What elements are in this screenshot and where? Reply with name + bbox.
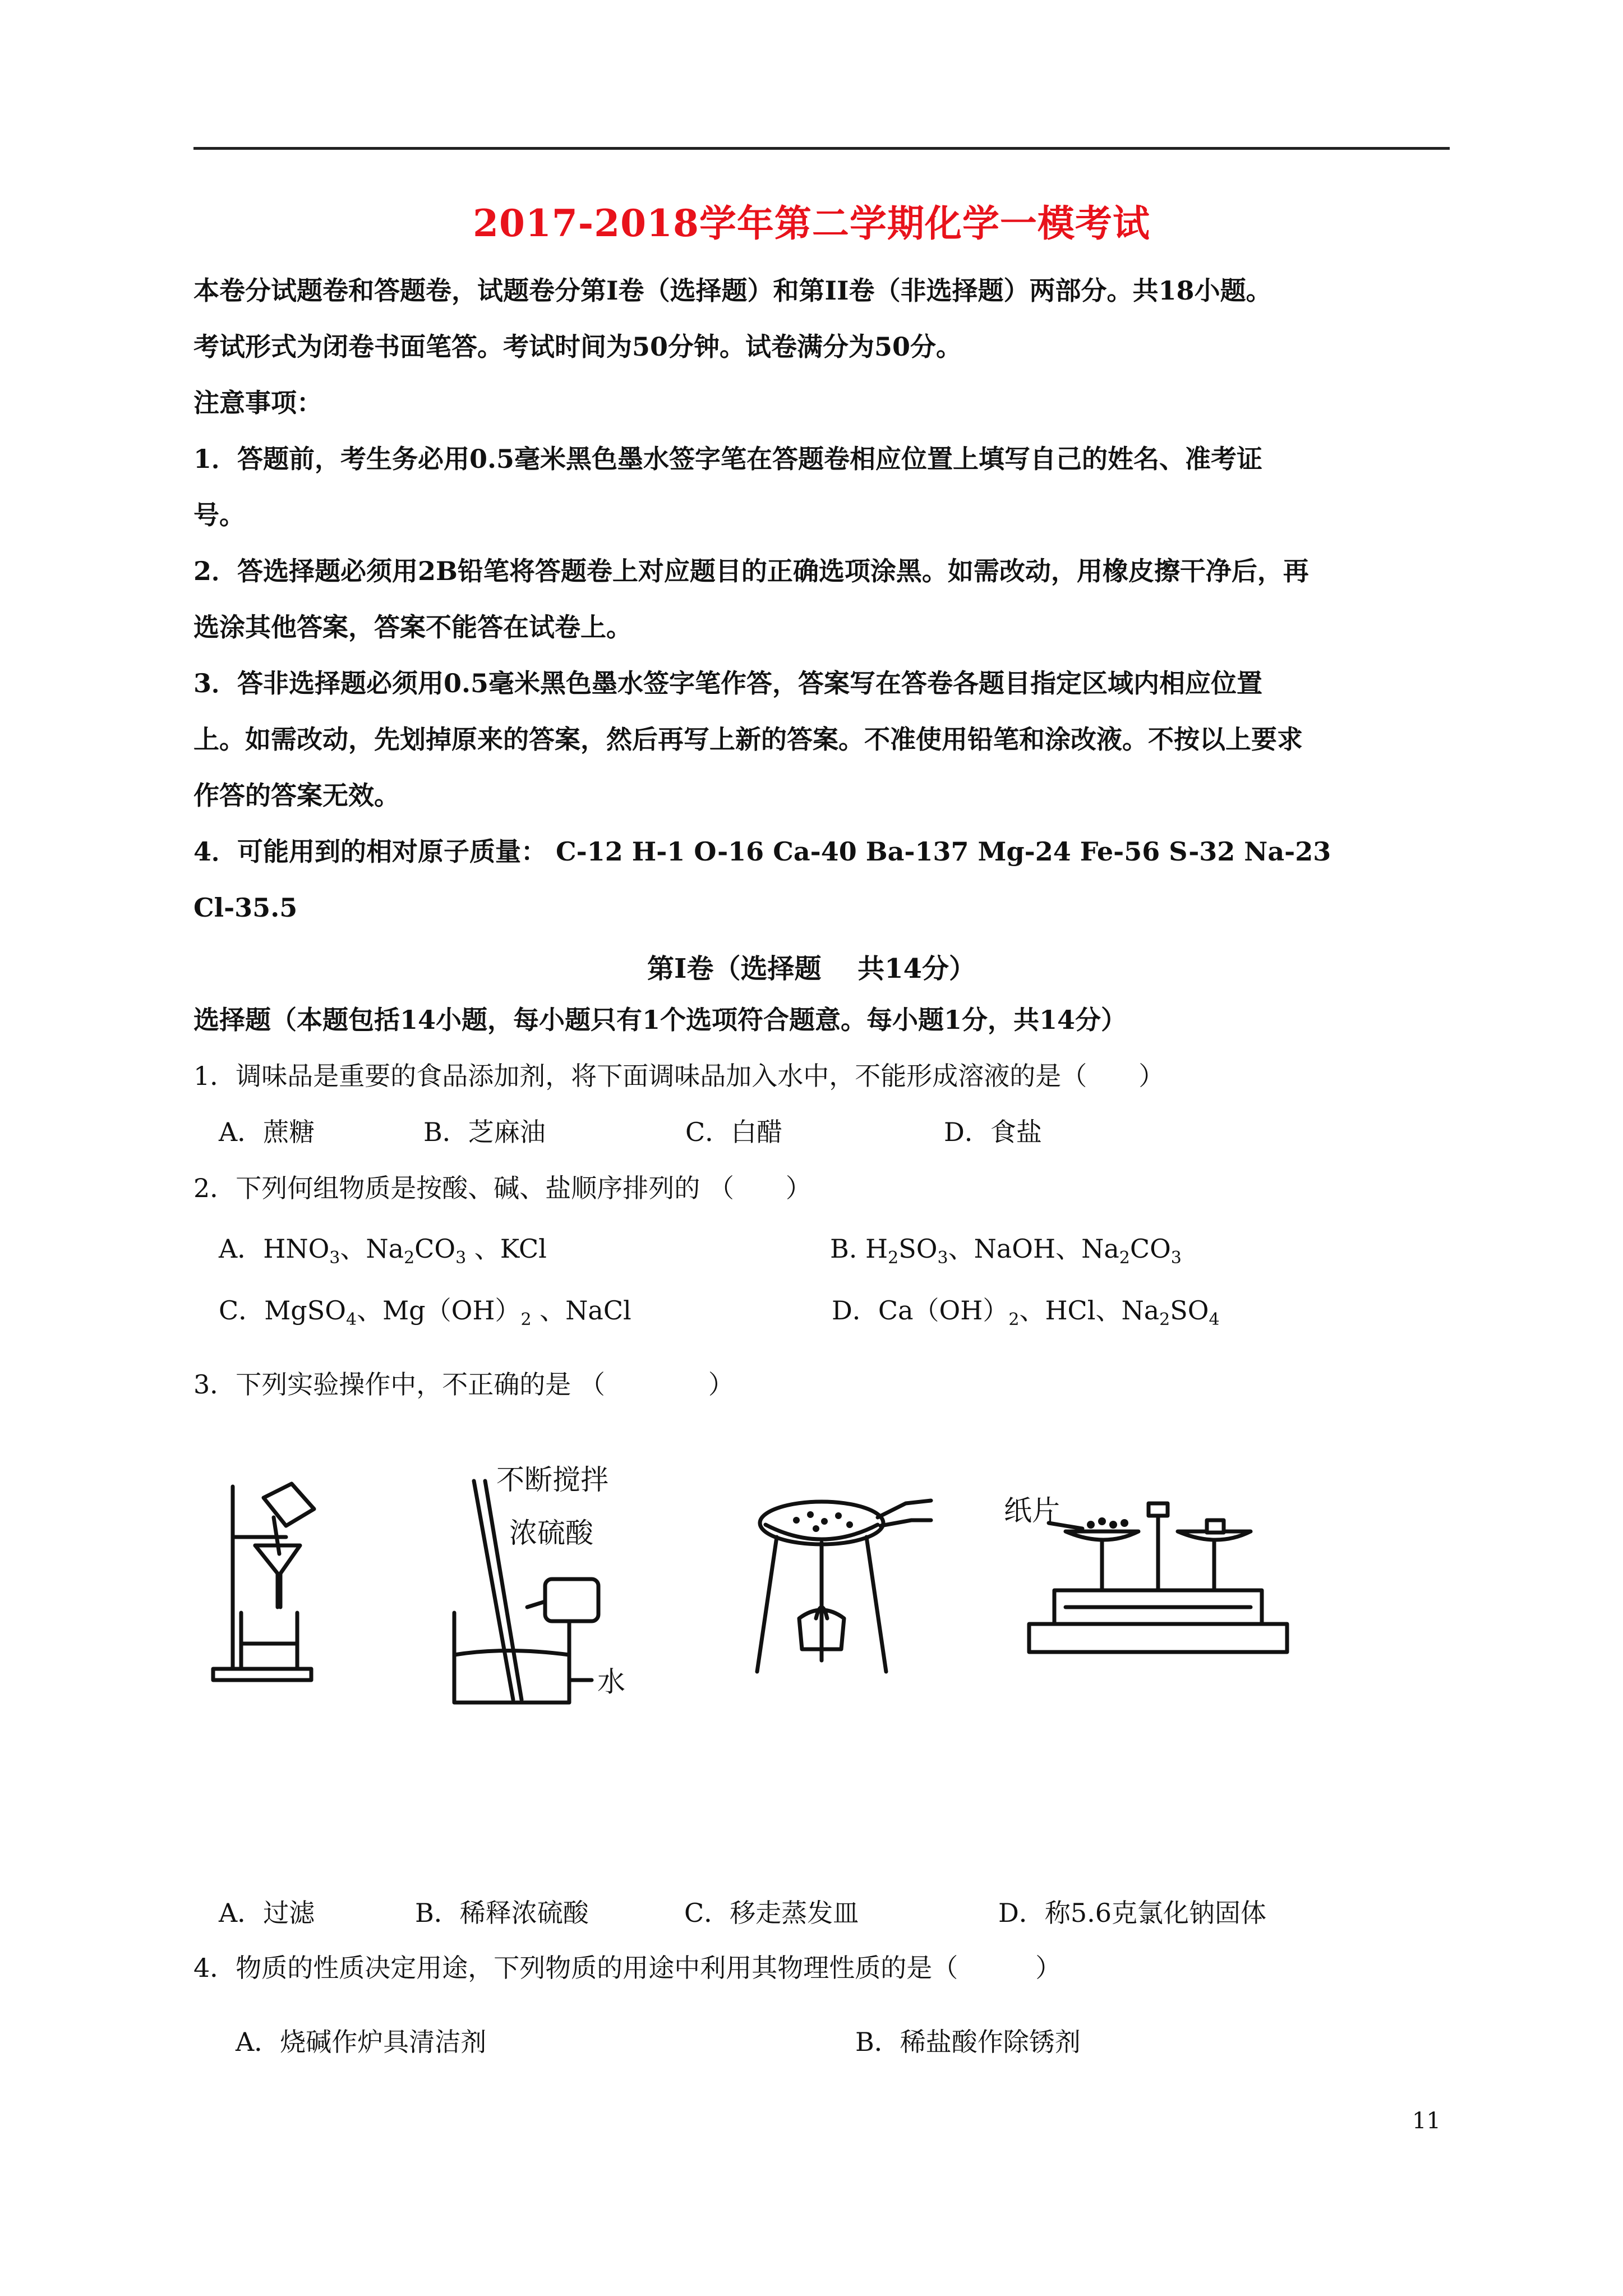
q3-option-a: A．过滤 [219, 1898, 315, 1928]
page-number: 11 [1412, 2108, 1441, 2134]
intro-line-2: 考试形式为闭卷书面笔答。考试时间为50分钟。试卷满分为50分。 [193, 332, 962, 362]
paper-label: 纸片 [1004, 1494, 1060, 1527]
q1-stem: 1．调味品是重要的食品添加剂，将下面调味品加入水中，不能形成溶液的是（ ） [193, 1061, 1165, 1091]
balance-figure [998, 1492, 1312, 1660]
exam-title: 2017-2018学年第二学期化学一模考试 [473, 201, 1150, 245]
q3-option-d: D．称5.6克氯化钠固体 [998, 1898, 1267, 1928]
q1-option-b: B．芝麻油 [423, 1117, 546, 1147]
notice-line: 号。 [193, 500, 245, 530]
acid-label: 浓硫酸 [509, 1517, 593, 1549]
water-label: 水 [597, 1665, 625, 1698]
q2-option-b: B. $H_2SO_3$、NaOH、$Na_2CO_3$ [830, 1234, 1182, 1268]
dilute-acid-figure [443, 1464, 679, 1711]
q4-option-b: B．稀盐酸作除锈剂 [855, 2027, 1081, 2057]
filtration-figure [208, 1475, 331, 1688]
evaporating-dish-figure [751, 1481, 942, 1683]
intro-line-1: 本卷分试题卷和答题卷，试题卷分第Ⅰ卷（选择题）和第II卷（非选择题）两部分。共18小题。 [193, 275, 1272, 306]
section-instruction: 选择题（本题包括14小题，每小题只有1个选项符合题意。每小题1分，共14分） [193, 1005, 1127, 1035]
q3-option-c: C．移走蒸发皿 [684, 1898, 859, 1928]
q2-option-c: C．MgSO$_4$、$Mg(OH)_2$ 、NaCl [219, 1295, 631, 1329]
notice-line: 作答的答案无效。 [193, 780, 400, 811]
q4-option-a: A．烧碱作炉具清洁剂 [236, 2027, 487, 2057]
section-title: 第Ⅰ卷（选择题 共14分） [647, 953, 976, 984]
q1-option-a: A．蔗糖 [219, 1117, 315, 1147]
notice-line: Cl-35.5 [193, 892, 298, 923]
q1-option-d: D．食盐 [944, 1117, 1042, 1147]
q2-option-d: D．$Ca(OH)_2$、HCl、$Na_2SO_4$ [832, 1295, 1220, 1329]
notice-line: 1．答题前，考生务必用0.5毫米黑色墨水签字笔在答题卷相应位置上填写自己的姓名、准考证 [193, 444, 1263, 474]
q4-stem: 4．物质的性质决定用途，下列物质的用途中利用其物理性质的是（ ） [193, 1953, 1062, 1983]
notice-line: 选涂其他答案，答案不能答在试卷上。 [193, 612, 632, 642]
notice-heading: 注意事项： [193, 388, 322, 418]
stir-label: 不断搅拌 [496, 1464, 608, 1496]
q3-stem: 3．下列实验操作中，不正确的是 （ ） [193, 1369, 734, 1400]
q3-option-b: B．稀释浓硫酸 [415, 1898, 589, 1928]
notice-line: 2．答选择题必须用2B铅笔将答题卷上对应题目的正确选项涂黑。如需改动，用橡皮擦干净后，再 [193, 556, 1309, 586]
top-rule [193, 147, 1450, 150]
notice-line: 3．答非选择题必须用0.5毫米黑色墨水签字笔作答，答案写在答卷各题目指定区域内相应位置 [193, 668, 1263, 698]
notice-line: 上。如需改动，先划掉原来的答案，然后再写上新的答案。不准使用铅笔和涂改液。不按以上要求 [193, 724, 1303, 754]
q1-option-c: C．白醋 [685, 1117, 783, 1147]
q2-stem: 2．下列何组物质是按酸、碱、盐顺序排列的 （ ） [193, 1173, 811, 1203]
q2-option-a: A．$HNO_3$、$Na_2CO_3$ 、KCl [219, 1234, 547, 1268]
notice-line: 4．可能用到的相对原子质量： C-12 H-1 O-16 Ca-40 Ba-137 Mg-24 Fe-56 S-32 Na-23 [193, 836, 1331, 867]
